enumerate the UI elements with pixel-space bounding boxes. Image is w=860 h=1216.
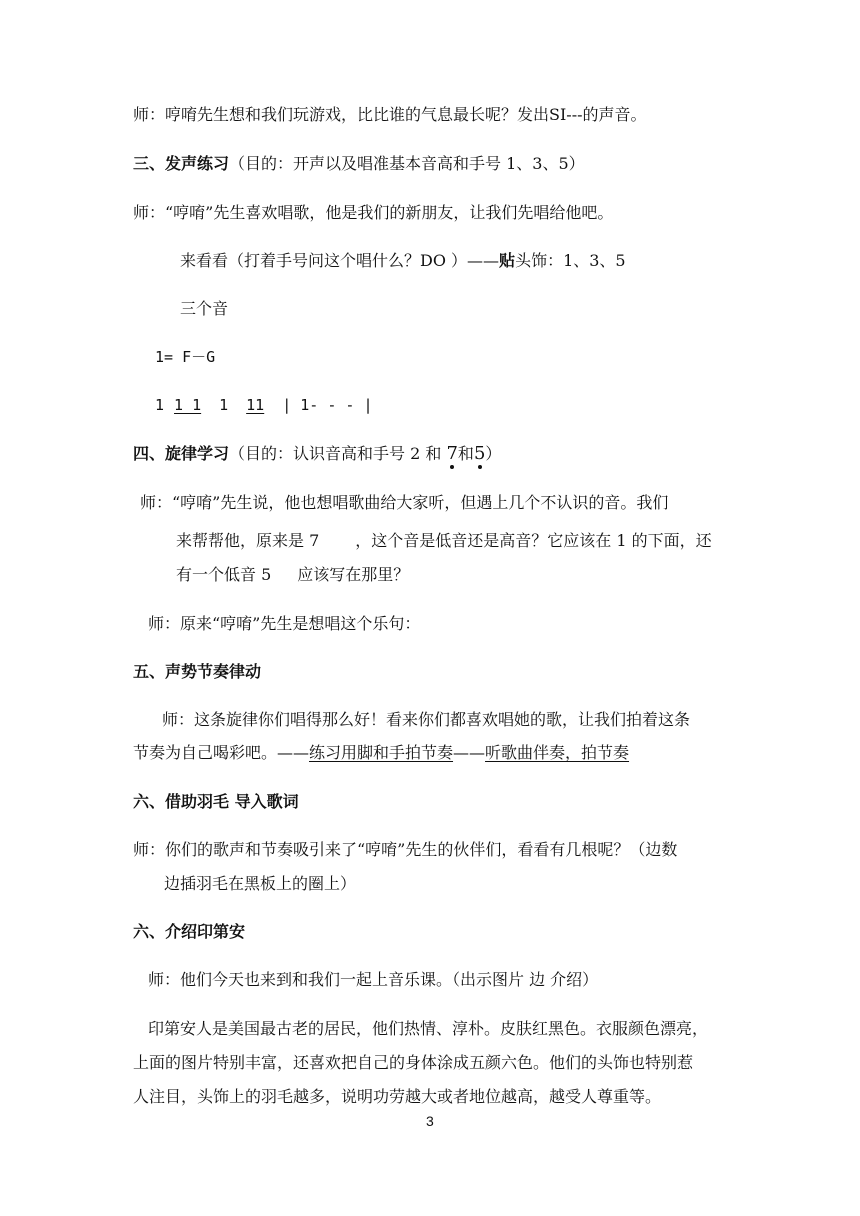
text-line: 印第安人是美国最古老的居民，他们热情、淳朴。皮肤红黑色。衣服颜色漂亮， [148,1019,709,1038]
low-note-5 [474,444,485,464]
note-underlined: 1 1 [174,396,202,414]
text-span-underlined: 听歌曲伴奏，拍节奏 [485,743,630,762]
heading-note: （目的：开声以及唱准基本音高和手号 1、3、5） [229,154,585,173]
text-line: 人注目，头饰上的羽毛越多，说明功劳越大或者地位越高，越受人尊重等。 [133,1087,662,1106]
low-dot [478,465,482,469]
text-span: 节奏为自己喝彩吧。—— [133,743,310,762]
page-number: 3 [426,1113,434,1129]
text-line [176,565,409,585]
text-line: 师：原来“哼唷”先生是想唱这个乐句： [148,614,421,633]
text-line [133,743,629,763]
text-line: 上面的图片特别丰富，还喜欢把自己的身体涂成五颜六色。他们的头饰也特别惹 [133,1053,694,1072]
low-dot [450,465,454,469]
text-span-underlined: 练习用脚和手拍节奏 [309,743,454,762]
note-bar: | 1- - - | [282,396,373,414]
text-span: 应该写在那里？ [297,565,410,584]
text-span: 和 [457,444,474,463]
section-heading-4 [133,444,501,464]
section-heading-6b: 六、介绍印第安 [133,922,246,941]
text-line: 师：哼唷先生想和我们玩游戏，比比谁的气息最长呢？发出SI---的声音。 [133,105,647,124]
heading-title: 三、发声练习 [133,154,230,173]
text-span: 来看看（打着手号问这个唱什么？DO ）—— [180,251,500,270]
section-heading-6a: 六、借助羽毛 导入歌词 [133,792,299,811]
text-span: 头饰：1、3、5 [515,251,626,270]
note-digit: 7 [446,443,458,464]
text-span: 来帮帮他，原来是 7 [176,531,320,550]
note: 1 [155,396,165,414]
text-line: 师：这条旋律你们唱得那么好！看来你们都喜欢唱她的歌，让我们拍着这条 [162,710,691,729]
text-line: 师：“哼唷”先生说，他也想唱歌曲给大家听，但遇上几个不认识的音。我们 [140,493,669,512]
text-line: 师：你们的歌声和节奏吸引来了“哼唷”先生的伙伴们，看看有几根呢？（边数 [133,840,678,859]
note: 1 [219,396,229,414]
low-note-7 [446,444,457,464]
text-span-bold: 贴 [499,251,516,270]
section-heading-3 [133,154,585,174]
note-underlined: 11 [246,396,265,414]
text-line: 师：“哼唷”先生喜欢唱歌，他是我们的新朋友，让我们先唱给他吧。 [133,203,614,222]
text-line: 三个音 [180,299,229,318]
text-span: ） [485,444,502,463]
text-line: 师：他们今天也来到和我们一起上音乐课。（出示图片 边 介绍） [148,970,599,989]
text-line [176,531,712,551]
key-signature: 1= F－G [155,348,216,366]
text-span: 有一个低音 5 [176,565,272,584]
notation-line [155,395,373,415]
note-digit: 5 [473,443,486,464]
section-heading-5: 五、声势节奏律动 [133,662,262,681]
text-line: 边插羽毛在黑板上的圈上） [164,874,357,893]
text-span: ，这个音是低音还是高音？它应该在 1 的下面，还 [355,531,712,550]
text-line [180,251,626,271]
text-span: —— [453,743,486,762]
heading-title: 四、旋律学习 [133,444,230,463]
heading-note: （目的：认识音高和手号 2 和 [229,444,447,463]
